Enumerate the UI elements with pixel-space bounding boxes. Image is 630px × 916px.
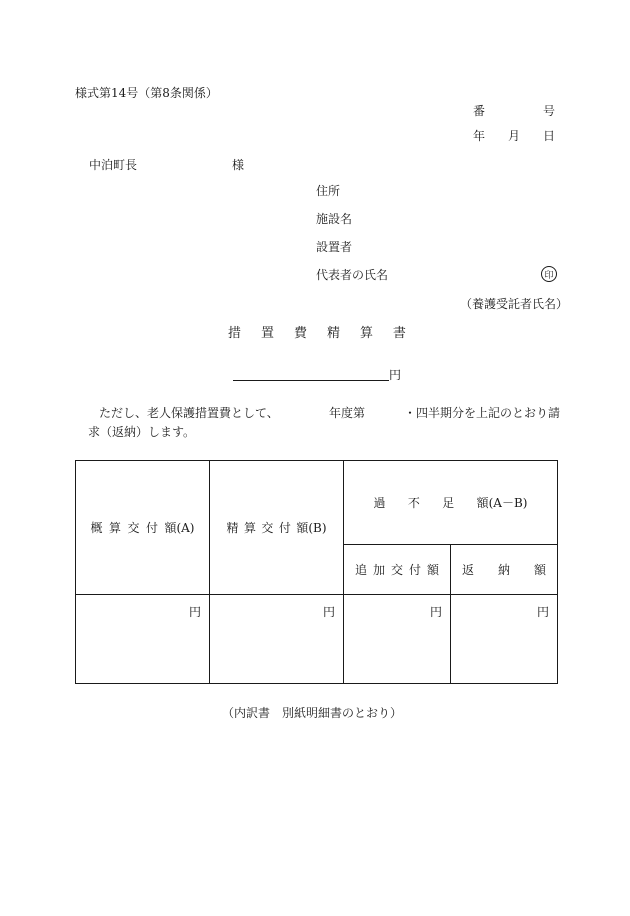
header-estimated-grant: 概 算 交 付 額(A)	[76, 461, 210, 595]
document-title: 措 置 費 精 算 書	[228, 326, 406, 341]
amount-additional-grant: 円	[344, 595, 451, 684]
seal-mark: 印	[541, 266, 557, 282]
header-additional-grant: 追 加 交 付 額	[344, 545, 451, 595]
amount-settled-grant: 円	[210, 595, 344, 684]
document-number-label: 番 号	[473, 104, 555, 118]
amount-estimated-grant: 円	[76, 595, 210, 684]
footer-note: （内訳書 別紙明細書のとおり）	[222, 706, 403, 720]
header-refund: 返 納 額	[451, 545, 558, 595]
field-representative-name: 代表者の氏名	[316, 268, 389, 282]
amount-blank-line	[233, 380, 389, 381]
body-text-part1: ただし、老人保護措置費として、	[99, 406, 279, 420]
field-founder: 設置者	[316, 240, 353, 254]
amount-refund: 円	[451, 595, 558, 684]
field-facility-name: 施設名	[316, 212, 353, 226]
date-label: 年 月 日	[473, 129, 555, 143]
body-text-line2: 求（返納）します。	[88, 425, 196, 439]
addressee-honorific: 様	[232, 158, 245, 172]
field-address: 住所	[316, 184, 341, 198]
addressee-name: 中泊町長	[89, 158, 138, 172]
header-difference: 過 不 足 額(A－B)	[344, 461, 558, 545]
custodian-note: （養護受託者氏名）	[460, 297, 569, 311]
form-id: 様式第14号（第8条関係）	[75, 86, 218, 100]
header-settled-grant: 精 算 交 付 額(B)	[210, 461, 344, 595]
body-text-part2: 年度第	[329, 406, 366, 420]
settlement-table	[75, 460, 558, 684]
amount-yen-unit: 円	[389, 368, 402, 382]
body-text-part3: ・四半期分を上記のとおり請	[404, 406, 561, 420]
